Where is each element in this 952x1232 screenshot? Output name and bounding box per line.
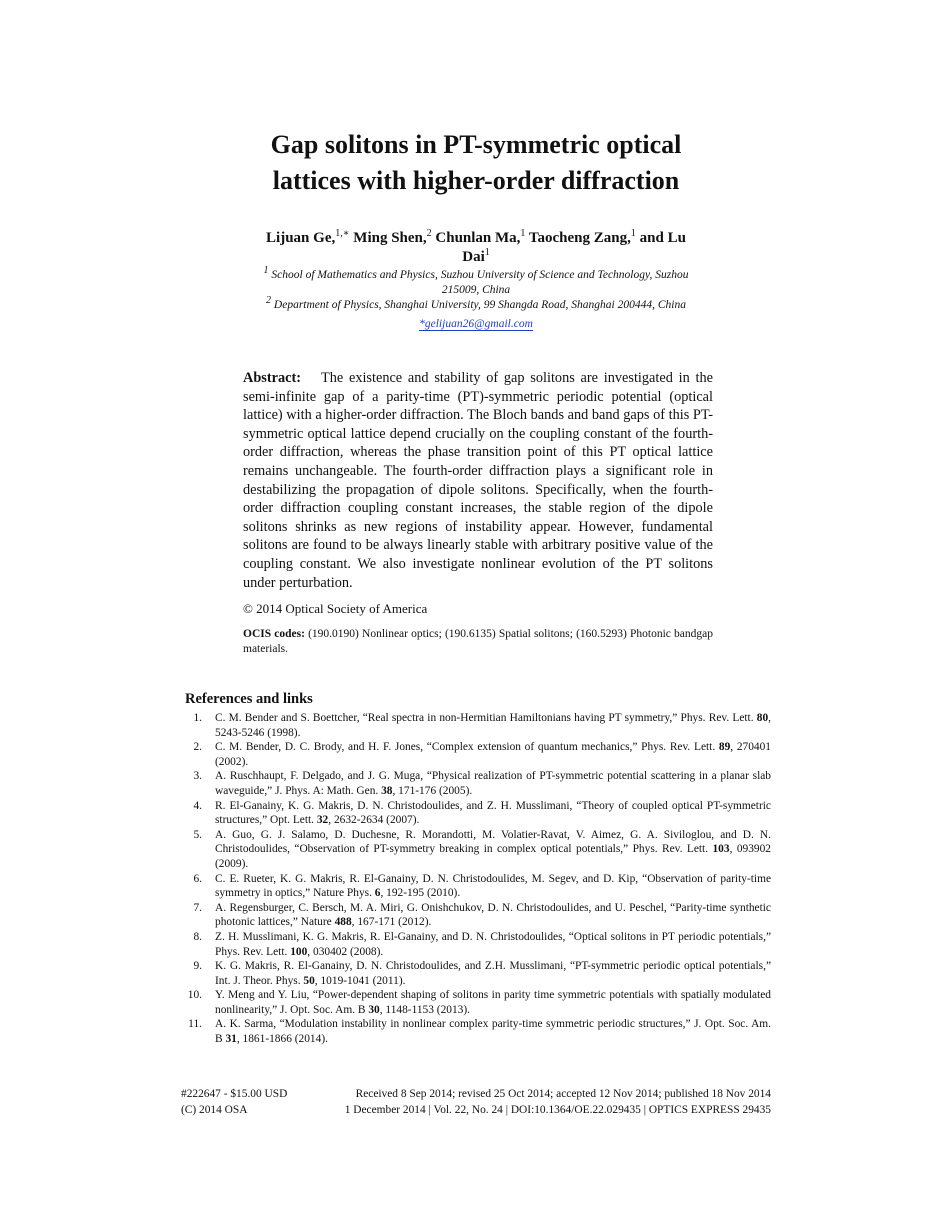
title-line-2: lattices with higher-order diffraction [272,166,680,195]
author-name: Lijuan Ge, [266,230,336,246]
reference-text: Y. Meng and Y. Liu, “Power-dependent shaping of solitons in parity time symmetric potentials with spatially modulated nonlinearity,” J. Opt. Soc. Am. B [215,989,771,1016]
reference-number: 7. [193,901,202,914]
affil-mark: 1 [263,265,269,277]
reference-text: Z. H. Musslimani, K. G. Makris, R. El-Ganainy, and D. N. Christodoulides, “Optical solitons in PT periodic potentials,” Phys. Rev. Lett. [215,930,771,958]
reference-pages: , 167-171 (2012). [351,916,432,929]
reference-item [185,988,771,1017]
reference-volume: 100 [290,945,308,958]
reference-volume: 38 [381,784,393,797]
footer-price: #222647 - $15.00 USD [181,1088,288,1100]
copyright-notice: © 2014 Optical Society of America [243,601,428,616]
reference-text: C. M. Bender, D. C. Brody, and H. F. Jones, “Complex extension of quantum mechanics,” Phys. Rev. Lett. [215,741,719,754]
author-name: Ming Shen, [349,230,427,246]
reference-volume: 89 [718,741,731,754]
paper-title [0,127,952,199]
email-link[interactable]: *gelijuan26@gmail.com [419,318,533,330]
reference-number: 1. [193,712,202,724]
reference-item [185,901,771,930]
reference-item [185,959,771,988]
reference-number: 6. [193,872,202,885]
affil-mark: 2 [266,295,272,307]
author-affil-mark: 1,∗ [335,228,350,239]
author-name: Chunlan Ma, [431,230,521,246]
reference-list [185,711,771,1047]
reference-text: C. M. Bender and S. Boettcher, “Real spectra in non-Hermitian Hamiltonians having PT symmetry,” Phys. Rev. Lett. [215,712,757,724]
footer-copyright: (C) 2014 OSA [181,1104,248,1116]
footer-row-1 [181,1087,771,1102]
reference-item [185,799,771,828]
author-name: Taocheng Zang, [525,230,631,246]
affil-text: School of Mathematics and Physics, Suzhou University of Science and Technology, Suzhou [268,269,689,281]
reference-pages: , 2632-2634 (2007). [328,814,420,827]
reference-number: 11. [188,1018,202,1031]
ocis-codes [243,627,713,657]
reference-item [185,711,771,740]
author-line-1 [240,229,712,248]
reference-volume: 103 [712,843,730,856]
reference-text: A. Regensburger, C. Bersch, M. A. Miri, G. Onishchukov, D. N. Christodoulides, and U. Peschel, “Parity-time synthetic photonic lattices,” Nature [215,901,771,929]
reference-number: 3. [193,770,202,783]
author-name: and Lu [635,230,686,246]
reference-number: 8. [193,930,202,943]
reference-text: A. Guo, G. J. Salamo, D. Duchesne, R. Morandotti, M. Volatier-Ravat, V. Aimez, G. A. Siviloglou, and D. N. Christodoulides, “Observation of PT-symmetry breaking in complex optical potentials,” Phys. Rev. Lett. [215,828,771,856]
reference-number: 5. [193,828,202,841]
affil-text: Department of Physics, Shanghai University, 99 Shangda Road, Shanghai 200444, China [271,299,686,311]
affil-text-cont: 215009, China [441,284,511,296]
reference-item [185,1017,771,1046]
author-affil-mark: 1 [630,228,636,239]
reference-text: C. E. Rueter, K. G. Makris, R. El-Ganainy, D. N. Christodoulides, M. Segev, and D. Kip, “Observation of parity-time symmetry in optics,” Nature Phys. [215,872,771,900]
reference-pages: , 5243-5246 (1998). [215,712,771,739]
reference-pages: , 171-176 (2005). [392,784,473,797]
reference-item [185,769,771,798]
author-name: Dai [462,249,485,265]
author-affil-mark: 1 [520,228,526,239]
affiliation-2 [230,295,722,313]
corresponding-email [0,318,952,330]
reference-pages: , 270401 (2002). [215,741,771,768]
reference-number: 10. [187,989,202,1002]
reference-pages: , 192-195 (2010). [380,887,461,900]
author-line-2 [240,248,712,267]
reference-item [185,740,771,769]
reference-volume: 31 [225,1033,237,1046]
reference-pages: , 1019-1041 (2011). [314,974,406,987]
reference-volume: 30 [368,1003,380,1016]
reference-number: 9. [193,960,202,973]
reference-text: R. El-Ganainy, K. G. Makris, D. N. Christodoulides, and Z. H. Musslimani, “Theory of coupled optical PT-symmetric structures,” Opt. Lett. [215,799,771,827]
reference-item [185,872,771,901]
reference-pages: , 1148-1153 (2013). [379,1003,471,1016]
reference-number: 4. [193,799,202,812]
reference-volume: 488 [334,916,352,929]
reference-volume: 50 [303,974,315,987]
footer-row-2 [181,1103,771,1118]
reference-text: A. K. Sarma, “Modulation instability in nonlinear complex parity-time symmetric periodic structures,” J. Opt. Soc. Am. B [215,1018,771,1046]
affiliation-1 [230,265,722,298]
reference-text: K. G. Makris, R. El-Ganainy, D. N. Christodoulides, and Z.H. Musslimani, “PT-symmetric periodic optical potentials,” Int. J. Theor. Phys. [215,960,771,987]
reference-item [185,930,771,959]
abstract [243,369,713,592]
reference-pages: , 093902 (2009). [215,843,772,870]
author-list [240,229,712,267]
footer-dates: Received 8 Sep 2014; revised 25 Oct 2014; accepted 12 Nov 2014; published 18 Nov 2014 [355,1088,771,1100]
reference-pages: , 030402 (2008). [307,945,384,958]
abstract-text: The existence and stability of gap solitons are investigated in the semi-infinite gap of a parity-time (PT)-symmetric periodic potential (optical lattice) with a higher-order diffraction. The Bloch bands and band gaps of this PT-symmetric optical lattice depend crucially on the coupling constant of the fourth-order diffraction, whereas the phase transition point of this PT optical lattice remains unchangeable. The fourth-order diffraction plays a significant role in destabilizing the propagation of dipole solitons. Specifically, when the fourth-order diffraction coupling constant increases, the stable region of the dipole solitons shrinks as new regions of instability appear. However, fundamental solitons are found to be always linearly stable with arbitrary positive value of the coupling constant. We also investigate nonlinear evolution of the PT solitons under perturbation. [243,370,713,591]
abstract-heading: Abstract: [243,370,301,386]
reference-volume: 80 [756,712,769,724]
ocis-heading: OCIS codes: [243,628,305,640]
reference-number: 2. [193,741,202,754]
reference-volume: 32 [316,814,329,827]
author-affil-mark: 1 [484,247,490,258]
ocis-text: (190.0190) Nonlinear optics; (190.6135) Spatial solitons; (160.5293) Photonic bandgap materials. [243,628,714,655]
author-affil-mark: 2 [426,228,432,239]
reference-item [185,828,771,872]
reference-volume: 6 [374,887,381,900]
references-heading: References and links [185,691,313,707]
reference-text: A. Ruschhaupt, F. Delgado, and J. G. Muga, “Physical realization of PT-symmetric potential scattering in a planar slab waveguide,” J. Phys. A: Math. Gen. [215,770,771,797]
title-line-1: Gap solitons in PT-symmetric optical [270,130,682,159]
footer-citation: 1 December 2014 | Vol. 22, No. 24 | DOI:10.1364/OE.22.029435 | OPTICS EXPRESS 29435 [344,1104,771,1116]
reference-pages: , 1861-1866 (2014). [236,1033,328,1046]
